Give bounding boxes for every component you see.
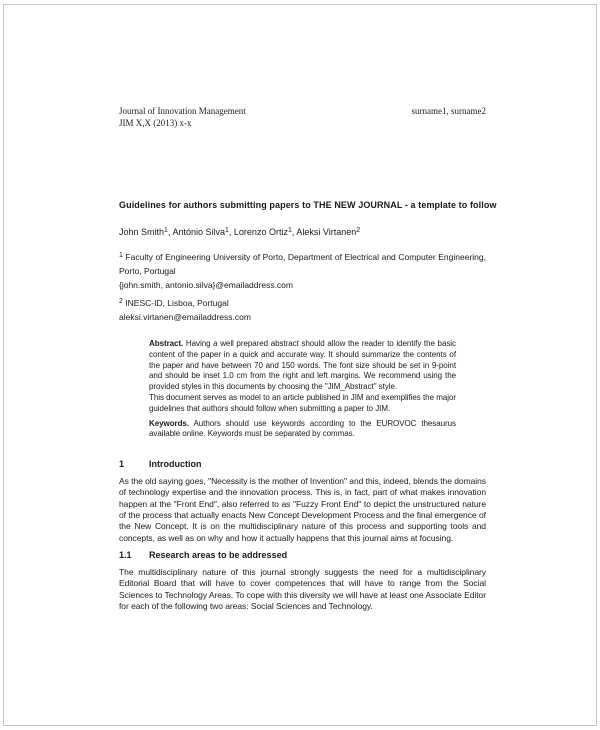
running-header — [119, 105, 486, 129]
keywords-label: Keywords. — [149, 418, 190, 428]
section-1-1-title: Research areas to be addressed — [149, 549, 288, 560]
keywords-text: Authors should use keywords according to the EUROVOC thesaurus available online. Keywords must be separated by commas. — [149, 418, 457, 439]
page-content — [4, 5, 596, 612]
abstract-para-1: Abstract. Having a well prepared abstract should allow the reader to identify the basic content of the paper in a quick and accurate way. It should summarize the contents of the paper and have between 70 and 150 words. The font size should be set in 9-point and should be inset 1.0 cm from the right and left margins. We recommend using the provided styles in this documents by choosing the "JIM_Abstract" style. — [149, 339, 456, 392]
affiliation-2-ref: 2 — [119, 298, 123, 305]
abstract-para-2: This document serves as model to an article published in JIM and exemplifies the major guidelines that authors should follow when submitting a paper to JIM. — [149, 392, 456, 413]
abstract-label: Abstract. — [149, 339, 184, 348]
section-1-1-body: The multidisciplinary nature of this journal strongly suggests the need for a multidisciplinary Editorial Board that will have to cover competences that will have to range from the Social Sciences to Technology Areas. To cope with this diversity we will have at least one Associate Editor for each of the following two areas: Social Sciences and Technology. — [119, 566, 486, 611]
section-1-title: Introduction — [149, 459, 202, 470]
affiliation-1-email: {john.smith, antonio.silva}@emailaddress.com — [119, 280, 293, 290]
paper-title: Guidelines for authors submitting papers to THE NEW JOURNAL - a template to follow — [119, 200, 497, 210]
section-1-number: 1 — [119, 459, 125, 470]
section-1-heading — [119, 458, 486, 470]
keywords-block — [149, 419, 456, 441]
section-1-1-number: 1.1 — [119, 549, 132, 560]
issue-info: JIM X,X (2013) x-x — [119, 118, 192, 128]
section-1-1-heading — [119, 549, 486, 561]
author-ref: 2 — [356, 227, 361, 234]
affiliation-1-ref: 1 — [119, 252, 123, 259]
abstract-block — [149, 339, 456, 415]
author-ref: 1 — [225, 227, 229, 234]
affiliation-2 — [119, 296, 486, 324]
author-ref: 1 — [287, 227, 292, 234]
affiliation-1-text: $^1$ Faculty of Engineering University of Porto, Department of Electrical and Computer Engineering, Porto, Portugal — [119, 252, 486, 276]
section-1-body: As the old saying goes, "Necessity is the mother of Invention" and this, indeed, blends the domains of technology expertise and the innovation process. This is, in fact, part of what makes innovation happen at the "Front End", also referred to as "Fuzzy Front End" to depict the unstructured nature of the process that actually enacts New Concept Development Process and the final emergence of the New Concept. It is on the multidisciplinary nature of this process and supporting tools and concepts, as well as on why and how it actually happens that this journal aims at focusing. — [119, 476, 486, 543]
affiliation-2-email: aleksi.virtanen@emailaddress.com — [119, 312, 251, 322]
document-page — [3, 4, 597, 726]
affiliation-1 — [119, 250, 486, 292]
author-line: John Smith$^1$, António Silva$^1$, Lorenzo Ortiz$^1$, Aleksi Virtanen$^2$ — [119, 227, 361, 237]
running-header-left — [119, 105, 246, 129]
author-ref: 1 — [164, 227, 168, 234]
journal-name: Journal of Innovation Management — [119, 106, 246, 116]
running-authors: surname1, surname2 — [411, 106, 486, 116]
affiliation-2-text: $^2$ INESC-ID, Lisboa, Portugal — [119, 298, 229, 308]
